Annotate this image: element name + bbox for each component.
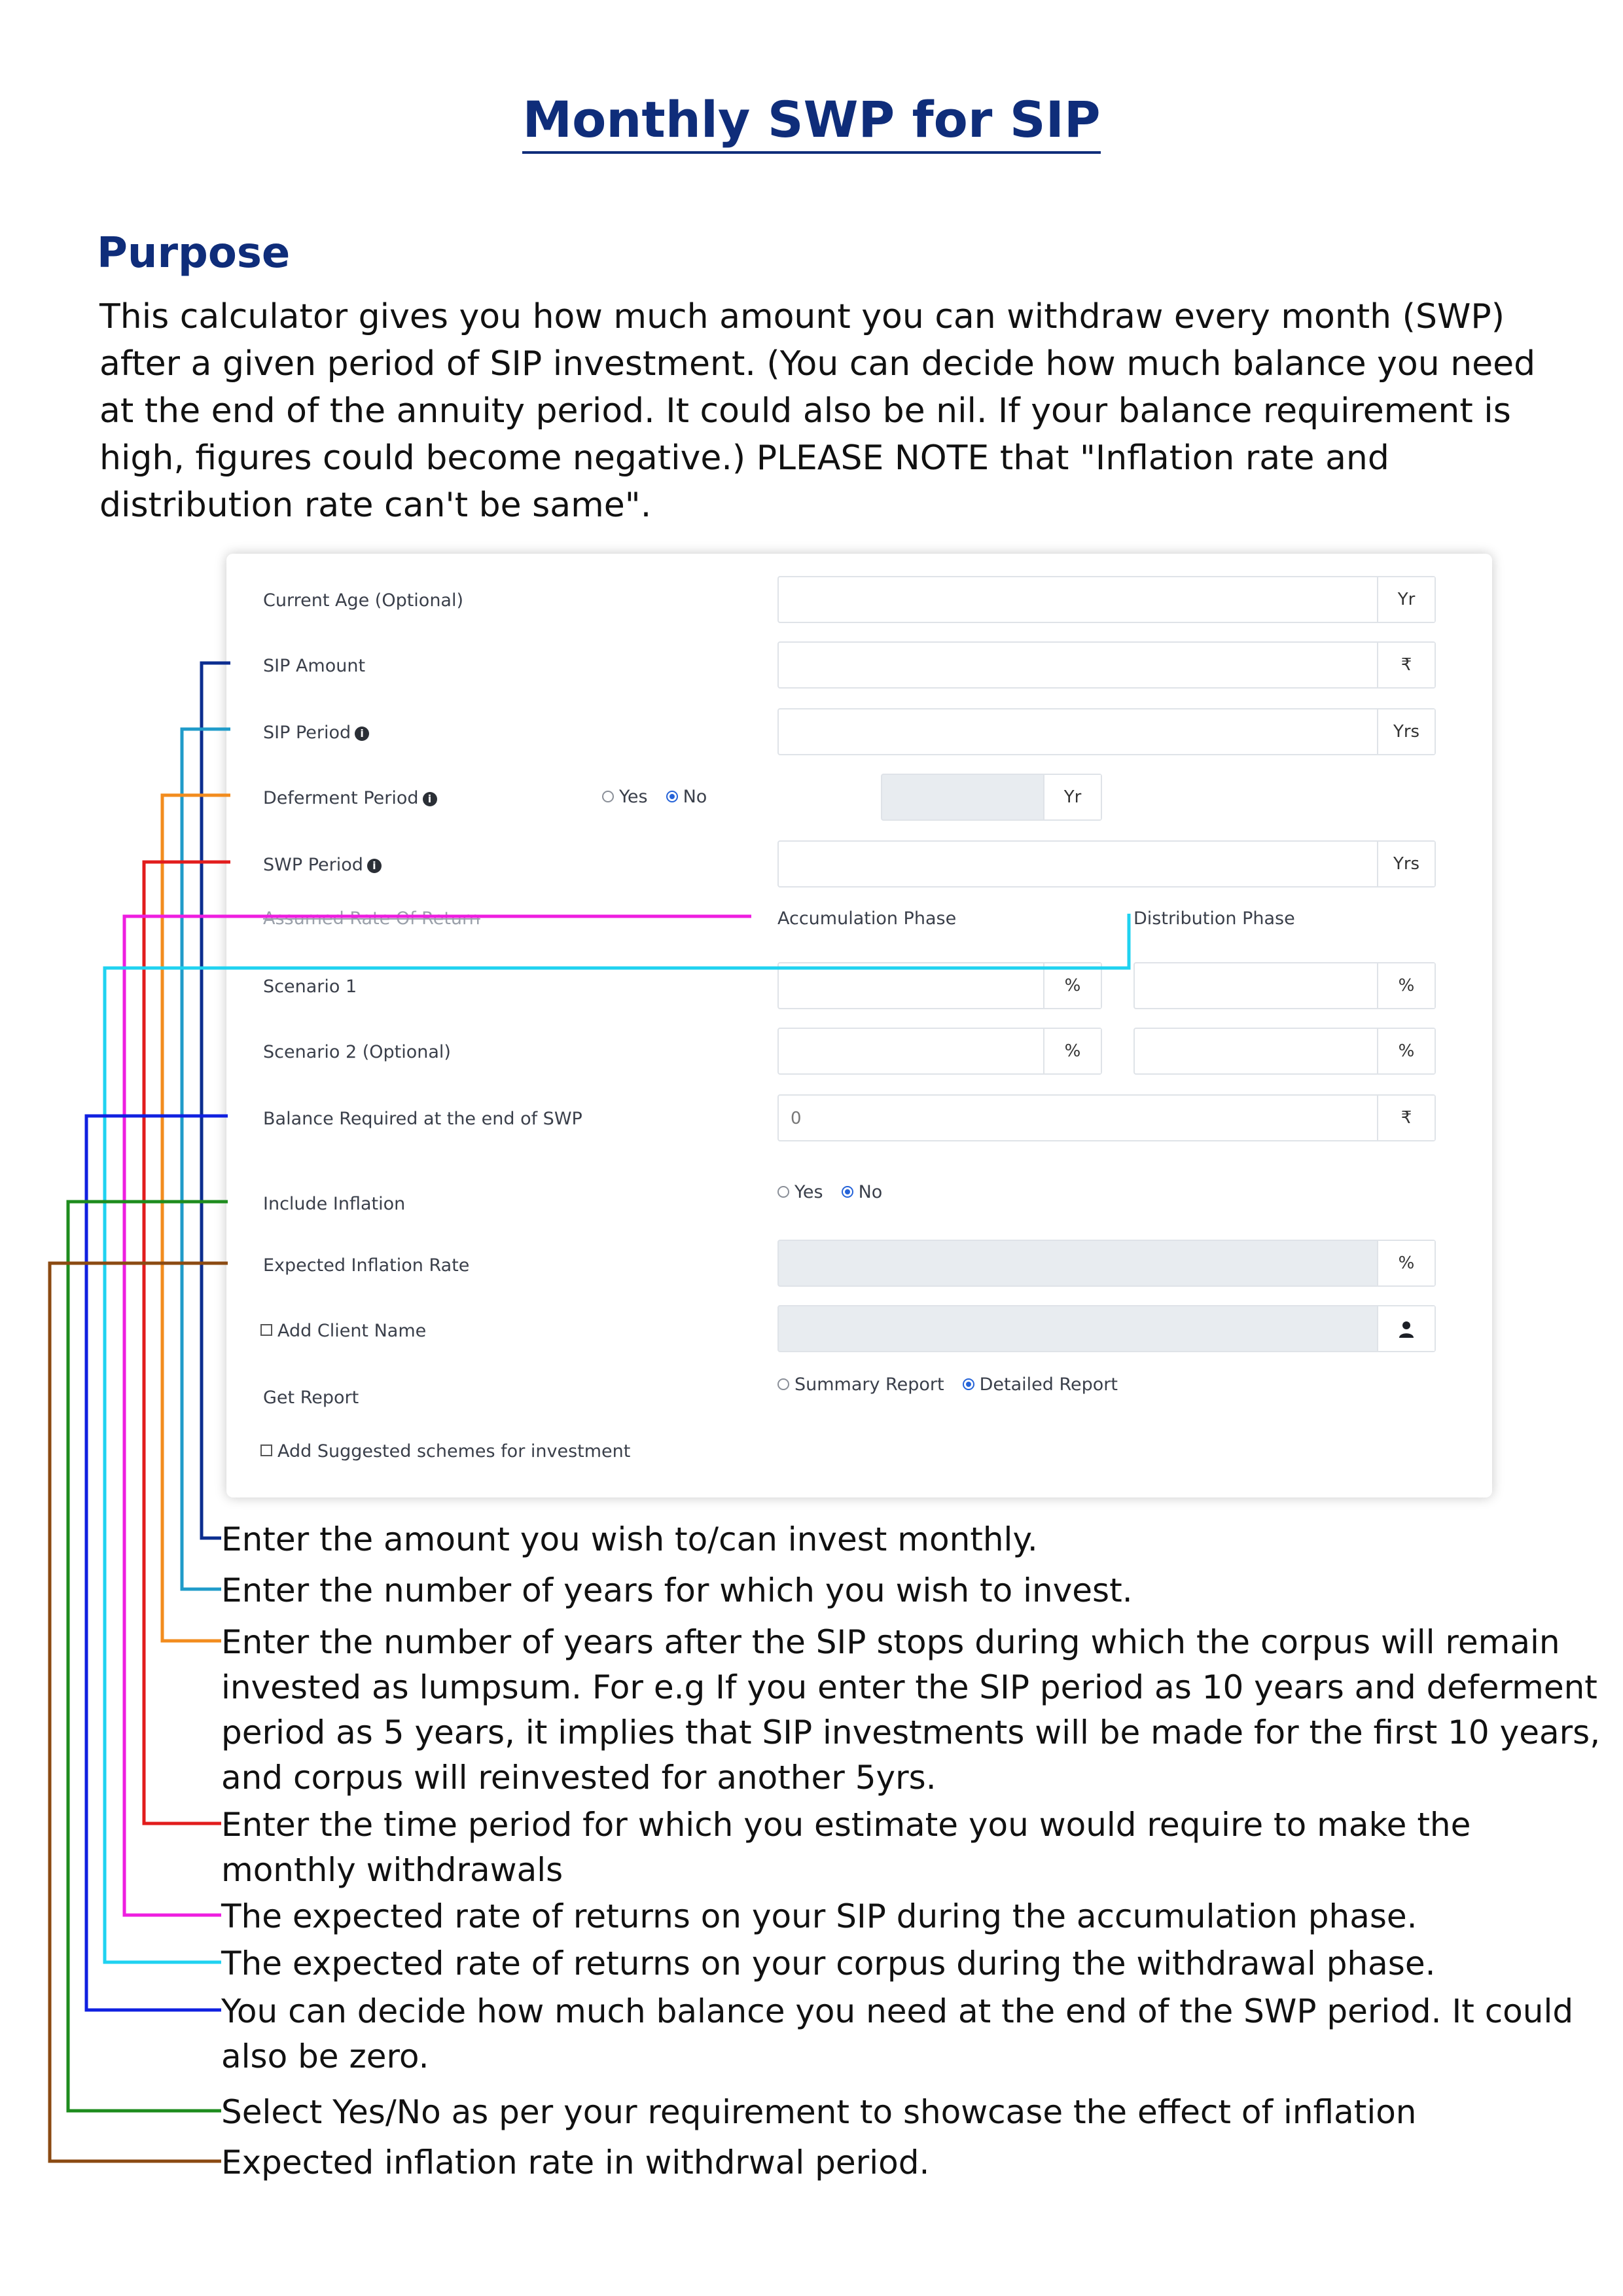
- info-icon[interactable]: i: [367, 859, 382, 873]
- sip-period-input[interactable]: [777, 708, 1436, 755]
- add-suggested-label: Add Suggested schemes for investment: [277, 1441, 631, 1462]
- distribution-phase-label: Distribution Phase: [1133, 908, 1295, 929]
- leader-line-deferment: [162, 795, 230, 1641]
- scenario2-distribution-input[interactable]: [1133, 1028, 1436, 1075]
- add-client-name-checkbox-row: [260, 1321, 426, 1341]
- info-icon[interactable]: i: [423, 792, 437, 806]
- accumulation-phase-label: Accumulation Phase: [777, 908, 957, 929]
- swp-period-label-text: SWP Period: [263, 855, 363, 875]
- balance-required-input[interactable]: [777, 1094, 1436, 1141]
- current-age-input[interactable]: [777, 576, 1436, 623]
- description-balance: You can decide how much balance you need at the end of the SWP period. It could also be zero.: [221, 1992, 1574, 2075]
- purpose-heading: Purpose: [97, 229, 291, 278]
- page-title-text: Monthly SWP for SIP: [522, 90, 1100, 154]
- percent-unit: %: [1377, 1029, 1435, 1073]
- description-include-inflation: Select Yes/No as per your requirement to showcase the effect of inflation: [221, 2093, 1417, 2131]
- deferment-period-label-text: Deferment Period: [263, 788, 419, 808]
- deferment-no-label: No: [683, 787, 707, 807]
- swp-period-unit: Yrs: [1377, 842, 1435, 886]
- scenario2-accumulation-input[interactable]: [777, 1028, 1102, 1075]
- report-radio-group: [777, 1374, 1118, 1395]
- detailed-report-label: Detailed Report: [979, 1374, 1118, 1395]
- add-suggested-checkbox[interactable]: [260, 1444, 272, 1456]
- get-report-label: Get Report: [263, 1388, 359, 1408]
- description-accumulation: The expected rate of returns on your SIP during the accumulation phase.: [221, 1897, 1418, 1935]
- inflation-yes-radio[interactable]: [777, 1186, 789, 1198]
- summary-report-label: Summary Report: [794, 1374, 944, 1395]
- purpose-text: This calculator gives you how much amount you can withdraw every month (SWP) after a given period of SIP investment. (You can decide how much balance you need at the end of the annuity period. It could also be nil. If your balance requirement is high, figures could become negative.) PLEASE NOTE that "Inflation rate and distribution rate can't be same".: [99, 297, 1536, 525]
- description-swp-period: Enter the time period for which you estimate you would require to make the monthly withdrawals: [221, 1806, 1471, 1889]
- description-sip-amount: Enter the amount you wish to/can invest monthly.: [221, 1520, 1038, 1558]
- deferment-period-input[interactable]: [881, 774, 1102, 821]
- user-icon: [1377, 1306, 1435, 1351]
- inflation-no-label: No: [858, 1182, 883, 1202]
- leader-line-balance: [86, 1116, 228, 2010]
- percent-unit: %: [1043, 1029, 1101, 1073]
- inflation-no-radio[interactable]: [842, 1186, 853, 1198]
- summary-report-radio[interactable]: [777, 1378, 789, 1390]
- current-age-label: Current Age (Optional): [263, 590, 464, 611]
- rupee-icon: ₹: [1377, 1096, 1435, 1140]
- current-age-unit: Yr: [1377, 577, 1435, 622]
- sip-period-label-text: SIP Period: [263, 723, 351, 743]
- swp-period-label: [263, 855, 382, 875]
- detailed-report-radio[interactable]: [963, 1378, 974, 1390]
- deferment-radio-group: [602, 787, 707, 807]
- calculator-card: [226, 554, 1492, 1498]
- description-inflation-rate: Expected inflation rate in withdrwal period.: [221, 2144, 930, 2181]
- scenario1-accumulation-input[interactable]: [777, 962, 1102, 1009]
- inflation-yes-label: Yes: [794, 1182, 823, 1202]
- description-deferment: Enter the number of years after the SIP stops during which the corpus will remain invested as lumpsum. For e.g If you enter the SIP period as 10 years and deferment period as 5 years, it implies that SIP investments will be made for the first 10 years, and corpus will reinvested for another 5yrs.: [221, 1623, 1601, 1797]
- leader-line-swp-period: [144, 862, 230, 1823]
- deferment-no-radio[interactable]: [666, 791, 678, 802]
- expected-inflation-input[interactable]: [777, 1240, 1436, 1287]
- assumed-rate-label: Assumed Rate Of Return: [263, 908, 480, 929]
- scenario1-distribution-input[interactable]: [1133, 962, 1436, 1009]
- deferment-yes-radio[interactable]: [602, 791, 614, 802]
- inflation-radio-group: [777, 1182, 882, 1202]
- leader-line-include-inflation: [68, 1202, 228, 2111]
- description-distribution: The expected rate of returns on your corpus during the withdrawal phase.: [221, 1945, 1436, 1982]
- add-client-name-label: Add Client Name: [277, 1321, 427, 1341]
- swp-period-input[interactable]: [777, 840, 1436, 888]
- description-sip-period: Enter the number of years for which you wish to invest.: [221, 1571, 1133, 1609]
- client-name-input[interactable]: [777, 1305, 1436, 1352]
- deferment-yes-label: Yes: [619, 787, 648, 807]
- include-inflation-label: Include Inflation: [263, 1194, 406, 1214]
- percent-unit: %: [1043, 963, 1101, 1008]
- scenario1-label: Scenario 1: [263, 977, 357, 997]
- info-icon[interactable]: i: [355, 726, 369, 741]
- sip-period-label: [263, 723, 369, 743]
- leader-line-sip-period: [182, 729, 230, 1589]
- sip-period-unit: Yrs: [1377, 709, 1435, 754]
- deferment-period-label: [263, 788, 437, 808]
- sip-amount-label: SIP Amount: [263, 656, 366, 676]
- percent-unit: %: [1377, 1241, 1435, 1285]
- expected-inflation-label: Expected Inflation Rate: [263, 1255, 470, 1276]
- rupee-icon: ₹: [1377, 643, 1435, 687]
- percent-unit: %: [1377, 963, 1435, 1008]
- add-client-name-checkbox[interactable]: [260, 1324, 272, 1336]
- balance-required-label: Balance Required at the end of SWP: [263, 1109, 582, 1129]
- leader-line-inflation-rate: [50, 1263, 228, 2161]
- balance-required-value: 0: [791, 1109, 802, 1128]
- scenario2-label: Scenario 2 (Optional): [263, 1042, 451, 1062]
- page-title: [0, 90, 1623, 149]
- deferment-period-unit: Yr: [1043, 775, 1101, 819]
- sip-amount-input[interactable]: [777, 641, 1436, 689]
- add-suggested-checkbox-row: [260, 1441, 630, 1462]
